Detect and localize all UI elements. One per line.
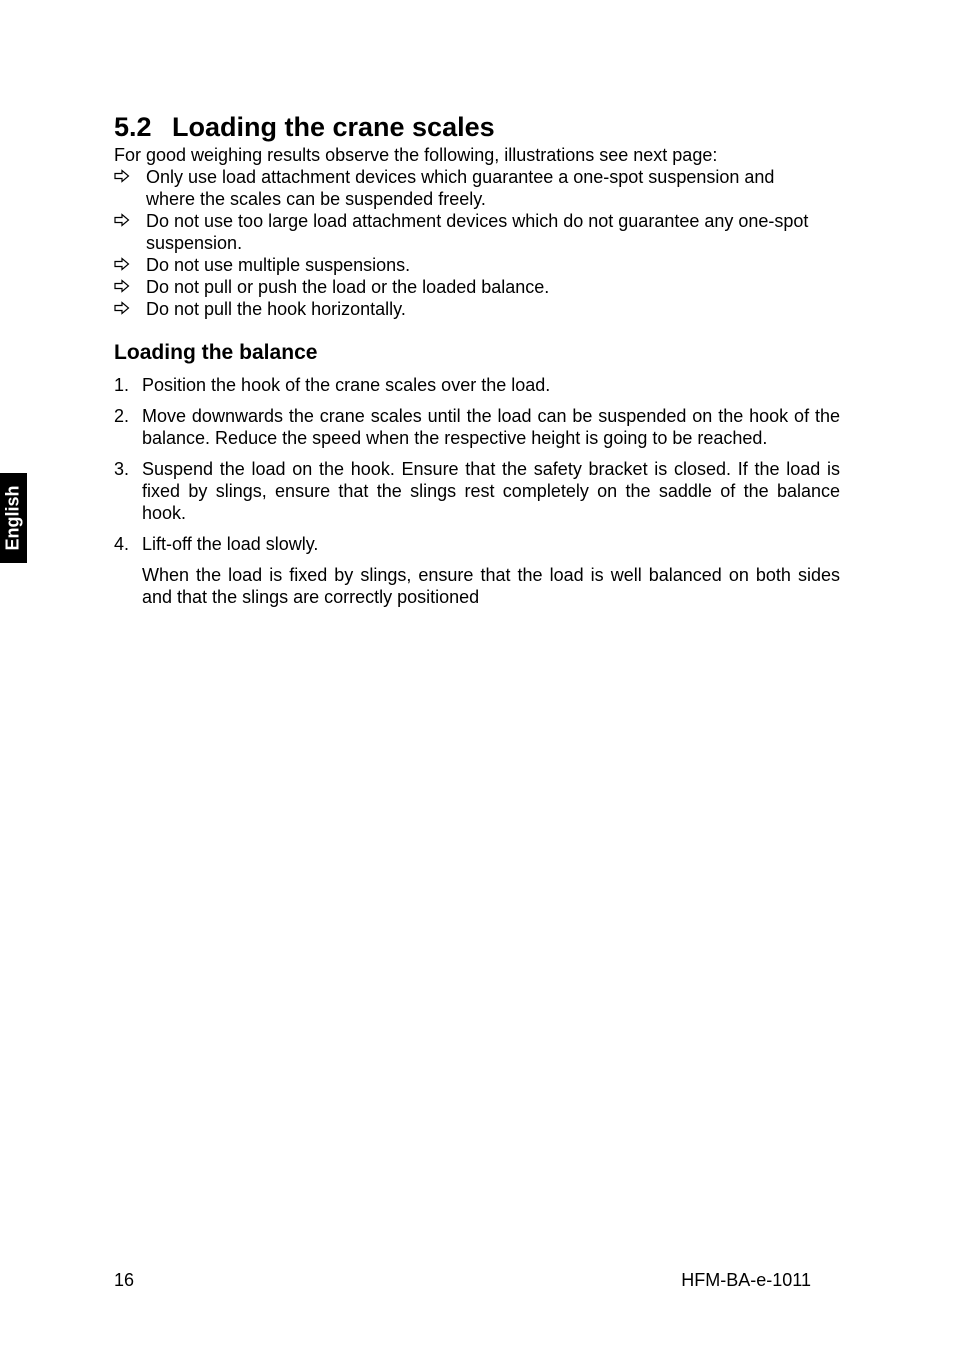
step-text: Lift-off the load slowly. [142,534,319,554]
language-tab-label: English [2,485,23,551]
step-number: 3. [114,459,130,479]
section-number: 5.2 [114,112,152,142]
rules-list [114,166,840,320]
section-intro: For good weighing results observe the following, illustrations see next page: [114,145,718,165]
page-number: 16 [114,1270,135,1290]
section-title: Loading the crane scales [172,112,495,142]
step-item [114,458,840,524]
step-text: Move downwards the crane scales until the load can be suspended on the hook of the balance. Reduce the speed when the respective height is going to be reached. [142,406,840,448]
arrow-right-outline-icon [114,213,130,227]
rule-text: Do not pull or push the load or the loaded balance. [146,277,550,297]
arrow-right-outline-icon [114,257,130,271]
step-number: 1. [114,375,130,395]
arrow-right-outline-icon [114,169,130,183]
section-heading [114,112,840,142]
language-tab [0,473,27,563]
rule-item [114,166,826,210]
rule-item [114,210,826,254]
rule-text: Do not pull the hook horizontally. [146,299,406,319]
step-number: 2. [114,406,130,426]
rule-text: Do not use multiple suspensions. [146,255,411,275]
page-content [114,112,840,608]
step-item [114,374,840,396]
step-text: Suspend the load on the hook. Ensure that the safety bracket is closed. If the load is fixed by slings, ensure that the slings rest completely on the saddle of the balance hook. [142,459,840,523]
rule-item [114,298,826,320]
step-text: Position the hook of the crane scales over the load. [142,375,551,395]
rule-item [114,254,826,276]
rule-text: Only use load attachment devices which guarantee a one-spot suspension and where the scales can be suspended freely. [146,167,775,209]
arrow-right-outline-icon [114,279,130,293]
step-number: 4. [114,534,130,554]
rule-text: Do not use too large load attachment devices which do not guarantee any one-spot suspension. [146,211,809,253]
rule-item [114,276,826,298]
step-item [114,533,840,555]
loading-steps [114,374,840,555]
arrow-right-outline-icon [114,301,130,315]
loading-heading: Loading the balance [114,341,318,364]
document-id: HFM-BA-e-1011 [681,1270,811,1290]
sling-note: When the load is fixed by slings, ensure that the load is well balanced on both sides and that the slings are correctly positioned [142,565,840,607]
step-item [114,405,840,449]
